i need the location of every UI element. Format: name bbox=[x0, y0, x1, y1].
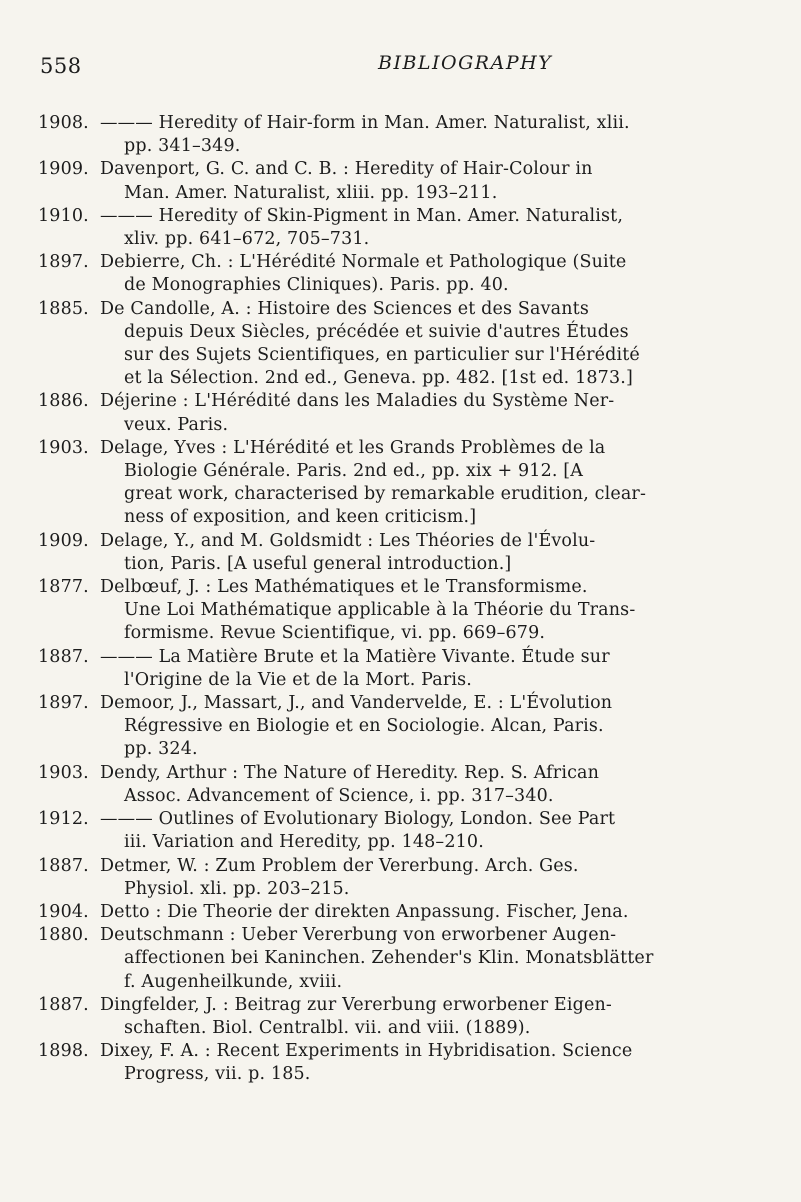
entry-line: Detto : Die Theorie der direkten Anpassung. Fischer, Jena. bbox=[100, 901, 629, 922]
bibliography-entry bbox=[38, 901, 765, 924]
entry-line: Physiol. xli. pp. 203–215. bbox=[124, 878, 350, 899]
entry-line: tion, Paris. [A useful general introduction.] bbox=[124, 553, 512, 574]
entry-line: depuis Deux Siècles, précédée et suivie d'autres Études bbox=[124, 321, 629, 342]
entry-line: Deutschmann : Ueber Vererbung von erworbener Augen- bbox=[100, 925, 617, 946]
bibliography-entry bbox=[38, 994, 765, 1040]
page-number: 558 bbox=[40, 54, 82, 78]
page-header bbox=[38, 52, 761, 82]
entry-line: de Monographies Cliniques). Paris. pp. 40. bbox=[124, 275, 509, 296]
bibliography-entry bbox=[38, 808, 765, 854]
entry-line: Dixey, F. A. : Recent Experiments in Hybridisation. Science bbox=[100, 1041, 633, 1062]
entry-text bbox=[100, 437, 765, 530]
bibliography-entry bbox=[38, 158, 765, 204]
entry-text bbox=[100, 762, 765, 808]
entry-line: ——— Outlines of Evolutionary Biology, London. See Part bbox=[100, 809, 616, 830]
entry-year: 1903. bbox=[38, 437, 89, 458]
entry-year: 1886. bbox=[38, 391, 89, 412]
entry-line: pp. 341–349. bbox=[124, 136, 241, 157]
entry-year: 1887. bbox=[38, 646, 89, 667]
entry-line: Debierre, Ch. : L'Hérédité Normale et Pathologique (Suite bbox=[100, 252, 627, 273]
entry-line: ——— Heredity of Hair-form in Man. Amer. Naturalist, xlii. bbox=[100, 113, 630, 133]
entry-year: 1897. bbox=[38, 693, 89, 714]
bibliography-entry bbox=[38, 530, 765, 576]
entry-line: Demoor, J., Massart, J., and Vandervelde, E. : L'Évolution bbox=[100, 693, 613, 714]
entry-line: Delbœuf, J. : Les Mathématiques et le Transformisme. bbox=[100, 577, 588, 598]
entry-line: ness of exposition, and keen criticism.] bbox=[124, 507, 477, 528]
bibliography-entries bbox=[38, 112, 765, 1087]
entry-text bbox=[100, 158, 765, 204]
bibliography-entry bbox=[38, 924, 765, 994]
entry-line: Delage, Yves : L'Hérédité et les Grands Problèmes de la bbox=[100, 437, 606, 458]
entry-line: Dingfelder, J. : Beitrag zur Vererbung erworbener Eigen- bbox=[100, 994, 612, 1015]
bibliography-entry bbox=[38, 692, 765, 762]
entry-year: 1880. bbox=[38, 925, 89, 946]
entry-text bbox=[100, 994, 765, 1040]
entry-text bbox=[100, 924, 765, 994]
entry-line: Dendy, Arthur : The Nature of Heredity. Rep. S. African bbox=[100, 762, 600, 783]
entry-text bbox=[100, 576, 765, 646]
entry-line: f. Augenheilkunde, xviii. bbox=[124, 971, 343, 992]
entry-line: pp. 324. bbox=[124, 739, 198, 760]
entry-text bbox=[100, 205, 765, 251]
entry-line: ——— Heredity of Skin-Pigment in Man. Amer. Naturalist, bbox=[100, 205, 624, 226]
entry-line: formisme. Revue Scientifique, vi. pp. 669–679. bbox=[124, 623, 546, 644]
entry-year: 1910. bbox=[38, 205, 89, 226]
entry-line: sur des Sujets Scientifiques, en particulier sur l'Hérédité bbox=[124, 345, 640, 366]
entry-year: 1887. bbox=[38, 855, 89, 876]
entry-line: Biologie Générale. Paris. 2nd ed., pp. xix + 912. [A bbox=[124, 461, 584, 482]
bibliography-entry bbox=[38, 855, 765, 901]
entry-line: Progress, vii. p. 185. bbox=[124, 1064, 311, 1085]
entry-year: 1887. bbox=[38, 994, 89, 1015]
entry-text bbox=[100, 1040, 765, 1086]
entry-line: Déjerine : L'Hérédité dans les Maladies du Système Ner- bbox=[100, 391, 615, 412]
entry-year: 1877. bbox=[38, 577, 89, 598]
bibliography-entry bbox=[38, 298, 765, 391]
entry-line: schaften. Biol. Centralbl. vii. and viii. (1889). bbox=[124, 1017, 531, 1038]
entry-text bbox=[100, 692, 765, 762]
entry-line: affectionen bei Kaninchen. Zehender's Klin. Monatsblätter bbox=[124, 948, 654, 969]
entry-line: ——— La Matière Brute et la Matière Vivante. Étude sur bbox=[100, 646, 610, 667]
entry-text bbox=[100, 808, 765, 854]
entry-line: Detmer, W. : Zum Problem der Vererbung. Arch. Ges. bbox=[100, 855, 579, 876]
bibliography-entry bbox=[38, 251, 765, 297]
bibliography-entry bbox=[38, 112, 765, 158]
entry-line: Man. Amer. Naturalist, xliii. pp. 193–211. bbox=[124, 182, 498, 203]
entry-line: l'Origine de la Vie et de la Mort. Paris. bbox=[124, 669, 472, 690]
entry-text bbox=[100, 646, 765, 692]
entry-line: Delage, Y., and M. Goldsmidt : Les Théories de l'Évolu- bbox=[100, 530, 596, 551]
entry-year: 1898. bbox=[38, 1041, 89, 1062]
entry-text bbox=[100, 112, 765, 158]
bibliography-entry bbox=[38, 205, 765, 251]
entry-line: De Candolle, A. : Histoire des Sciences et des Savants bbox=[100, 298, 589, 319]
entry-line: Davenport, G. C. and C. B. : Heredity of Hair-Colour in bbox=[100, 159, 593, 180]
entry-year: 1897. bbox=[38, 252, 89, 273]
bibliography-entry bbox=[38, 390, 765, 436]
bibliography-entry bbox=[38, 646, 765, 692]
entry-year: 1903. bbox=[38, 762, 89, 783]
entry-line: et la Sélection. 2nd ed., Geneva. pp. 482. [1st ed. 1873.] bbox=[124, 368, 633, 389]
entry-year: 1909. bbox=[38, 159, 89, 180]
entry-text bbox=[100, 855, 765, 901]
running-title: BIBLIOGRAPHY bbox=[378, 52, 553, 74]
entry-line: iii. Variation and Heredity, pp. 148–210. bbox=[124, 832, 484, 853]
bibliography-entry bbox=[38, 762, 765, 808]
entry-text bbox=[100, 251, 765, 297]
entry-line: great work, characterised by remarkable erudition, clear- bbox=[124, 484, 647, 505]
entry-text bbox=[100, 390, 765, 436]
entry-year: 1885. bbox=[38, 298, 89, 319]
entry-line: Assoc. Advancement of Science, i. pp. 317–340. bbox=[124, 785, 554, 806]
entry-year: 1904. bbox=[38, 901, 89, 922]
entry-line: Régressive en Biologie et en Sociologie. Alcan, Paris. bbox=[124, 716, 604, 737]
entry-line: veux. Paris. bbox=[124, 414, 229, 435]
entry-line: xliv. pp. 641–672, 705–731. bbox=[124, 229, 370, 250]
entry-text bbox=[100, 530, 765, 576]
bibliography-entry bbox=[38, 1040, 765, 1086]
entry-line: Une Loi Mathématique applicable à la Théorie du Trans- bbox=[124, 600, 636, 621]
entry-text bbox=[100, 901, 765, 924]
entry-year: 1909. bbox=[38, 530, 89, 551]
entry-year: 1912. bbox=[38, 809, 89, 830]
bibliography-entry bbox=[38, 437, 765, 530]
entry-text bbox=[100, 298, 765, 391]
entry-year: 1908. bbox=[38, 113, 89, 133]
bibliography-entry bbox=[38, 576, 765, 646]
